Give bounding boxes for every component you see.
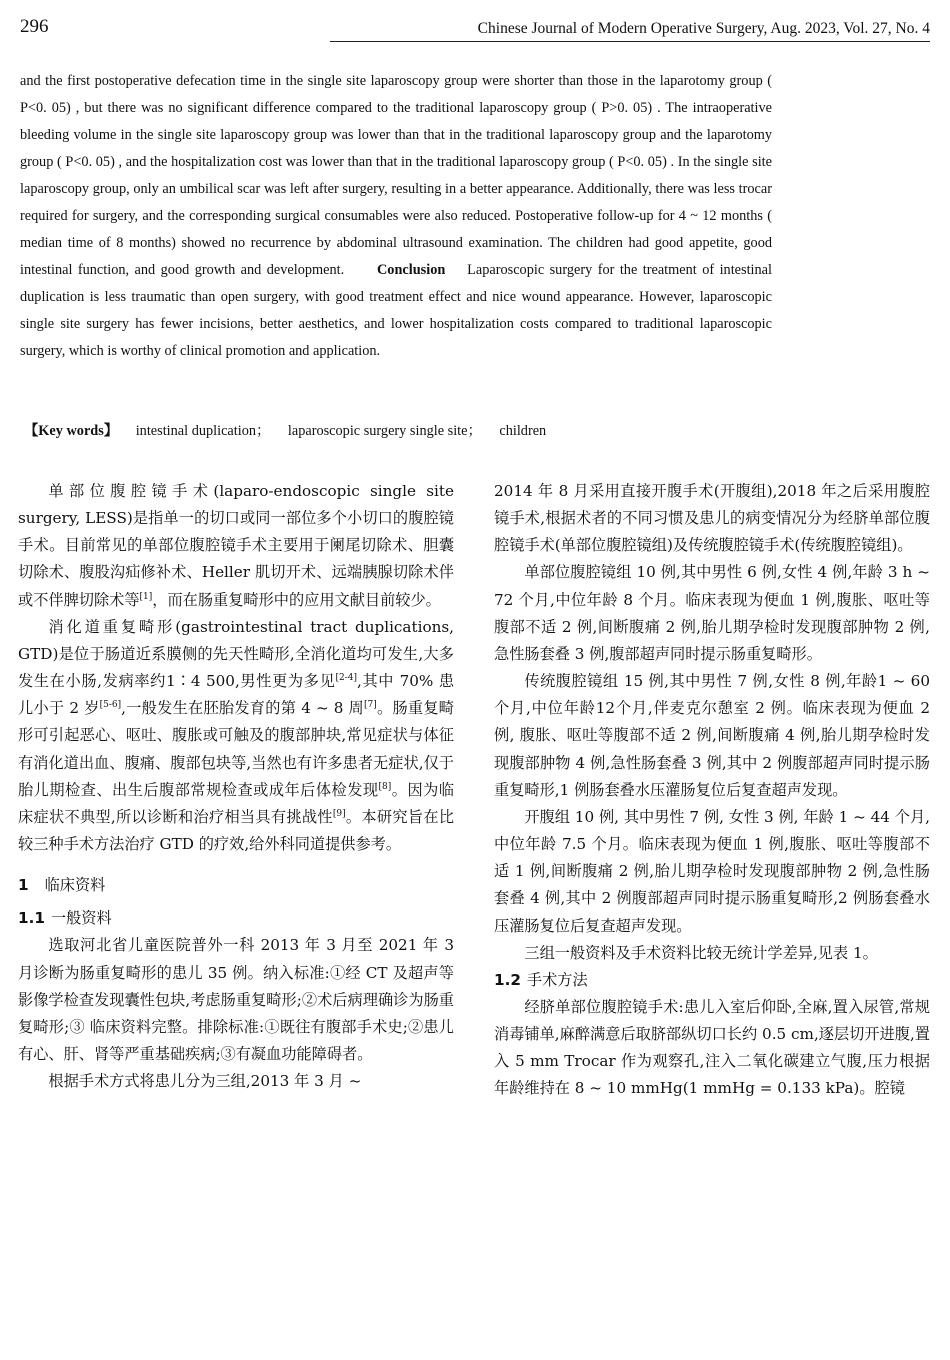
keyword: intestinal duplication； [135, 423, 271, 439]
paragraph: 三组一般资料及手术资料比较无统计学差异,见表 1。 [524, 943, 878, 962]
left-column [18, 478, 454, 1095]
citation: [2-4] [335, 673, 357, 684]
subsection-heading: 1.2 手术方法 [494, 970, 588, 989]
conclusion-text: Laparoscopic surgery for the treatment of intestinal duplication is less traumatic than open surgery, with good treatment effect and nice wound appearance. However, laparoscopic single site surgery has fewer incisions, better aesthetics, and lower hospitalization costs compared to traditional laparoscopic surgery, which is worthy of clinical promotion and application. [20, 262, 772, 360]
english-abstract [20, 68, 772, 366]
citation: [1] [139, 591, 153, 602]
paragraph: 传统腹腔镜组 15 例,其中男性 7 例,女性 8 例,年龄1 ~ 60个月,中位年龄12个月,伴麦克尔憩室 2 例。临床表现为便血 2 例, 腹胀、呕吐等腹部不适 2 例,间断腹痛 4 例,胎儿期孕检时发现腹部肿物 4 例,急性肠套叠 3 例,其中 2 例腹部超声同时提示肠重复畸形,1 例肠套叠水压灌肠复位后复查超声发现。 [494, 672, 930, 799]
keywords [24, 419, 784, 444]
paragraph: 开腹组 10 例, 其中男性 7 例, 女性 3 例, 年龄 1 ~ 44 个月, 中位年龄 7.5 个月。临床表现为便血 1 例,腹胀、呕吐等腹部不适 1 例,间断腹痛 2 例,胎儿期孕检时发现腹部肿物 2 例,急性肠套叠 4 例,其中 2 例腹部超声同时提示肠重复畸形,2 例肠套叠水压灌肠复位后复查超声发现。 [494, 807, 930, 935]
citation: [5-6] [99, 700, 122, 711]
abstract-text: and the first postoperative defecation time in the single site laparoscopy group were shorter than those in the laparotomy group ( P<0. 05) , but there was no significant difference compared to the traditional laparoscopy group ( P>0. 05) . The intraoperative bleeding volume in the single site laparoscopy group was lower than that in the traditional laparoscopy group and the laparotomy group ( P<0. 05) , and the hospitalization cost was lower than that in the traditional laparoscopy group ( P<0. 05) . In the single site laparoscopy group, only an umbilical scar was left after surgery, resulting in a better appearance. Additionally, there was less trocar required for surgery, and the corresponding surgical consumables were also reduced. Postoperative follow-up for 4 ~ 12 months ( median time of 8 months) showed no recurrence by abdominal ultrasound examination. The children had good appetite, good intestinal function, and good growth and development. [20, 73, 772, 279]
citation: [9] [332, 808, 346, 819]
paragraph: 2014 年 8 月采用直接开腹手术(开腹组),2018 年之后采用腹腔镜手术,根据术者的不同习惯及患儿的病变情况分为经脐单部位腹腔镜手术(单部位腹腔镜组)及传统腹腔镜手术(传统腹腔镜组)。 [494, 482, 930, 555]
right-column [494, 478, 930, 1103]
citation: [8] [378, 781, 392, 792]
paragraph: 选取河北省儿童医院普外一科 2013 年 3 月至 2021 年 3 月诊断为肠重复畸形的患儿 35 例。纳入标准:①经 CT 及超声等影像学检查发现囊性包块,考虑肠重复畸形;②术后病理确诊为肠重复畸形;③ 临床资料完整。排除标准:①既往有腹部手术史;②患儿有心、肝、肾等严重基础疾病;③有凝血功能障碍者。 [18, 936, 454, 1063]
paragraph: 消化道重复畸形(gastrointestinal tract duplications, GTD)是位于肠道近系膜侧的先天性畸形,全消化道均可发生,大多发生在小肠,发病率约1∶4 500,男性更为多见[2-4],其中 70% 患儿小于 2 岁[5-6],一般发生在胚胎发育的第 4 ~ 8 周[7]。肠重复畸形可引起恶心、呕吐、腹胀或可触及的腹部肿块,常见症状与体征有消化道出血、腹痛、腹部包块等,当然也有许多患者无症状,仅于胎儿期检查、出生后腹部常规检查或成年后体检发现[8]。因为临床症状不典型,所以诊断和治疗相当具有挑战性[9]。本研究旨在比较三种手术方法治疗 GTD 的疗效,给外科同道提供参考。 [18, 617, 455, 854]
citation: [7] [364, 700, 377, 711]
section-heading: 1 临床资料 [18, 876, 106, 895]
keyword: laparoscopic surgery single site； [287, 423, 482, 439]
paragraph: 经脐单部位腹腔镜手术:患儿入室后仰卧,全麻,置入尿管,常规消毒铺单,麻醉满意后取脐部纵切口长约 0.5 cm,逐层切开进腹,置入 5 mm Trocar 作为观察孔,注入二氧化碳建立气腹,压力根据年龄维持在 8 ~ 10 mmHg(1 mmHg = 0.133 kPa)。腔镜 [494, 997, 930, 1098]
paragraph: 单部位腹腔镜手术(laparo-endoscopic single site surgery, LESS)是指单一的切口或同一部位多个小切口的腹腔镜手术。目前常见的单部位腹腔镜手术主要用于阑尾切除术、胆囊切除术、腹股沟疝修补术、Heller 肌切开术、远端胰腺切除术伴或不伴脾切除术等[1]，而在肠重复畸形中的应用文献目前较少。 [18, 482, 454, 609]
conclusion-label: Conclusion [376, 262, 446, 279]
keyword: children [499, 423, 547, 439]
paragraph: 单部位腹腔镜组 10 例,其中男性 6 例,女性 4 例,年龄 3 h ~ 72 个月,中位年龄 8 个月。临床表现为便血 1 例,腹胀、呕吐等腹部不适 2 例,间断腹痛 2 例,胎儿期孕检时发现腹部肿物 2 例,急性肠套叠 3 例,腹部超声同时提示肠重复畸形。 [494, 563, 930, 663]
page-number: 296 [20, 16, 49, 37]
paragraph: 根据手术方式将患儿分为三组,2013 年 3 月 ~ [48, 1072, 362, 1091]
running-head: Chinese Journal of Modern Operative Surgery, Aug. 2023, Vol. 27, No. 4 [330, 20, 930, 42]
keywords-label: 【Key words】 [24, 423, 119, 439]
subsection-heading: 1.1 一般资料 [18, 909, 112, 928]
